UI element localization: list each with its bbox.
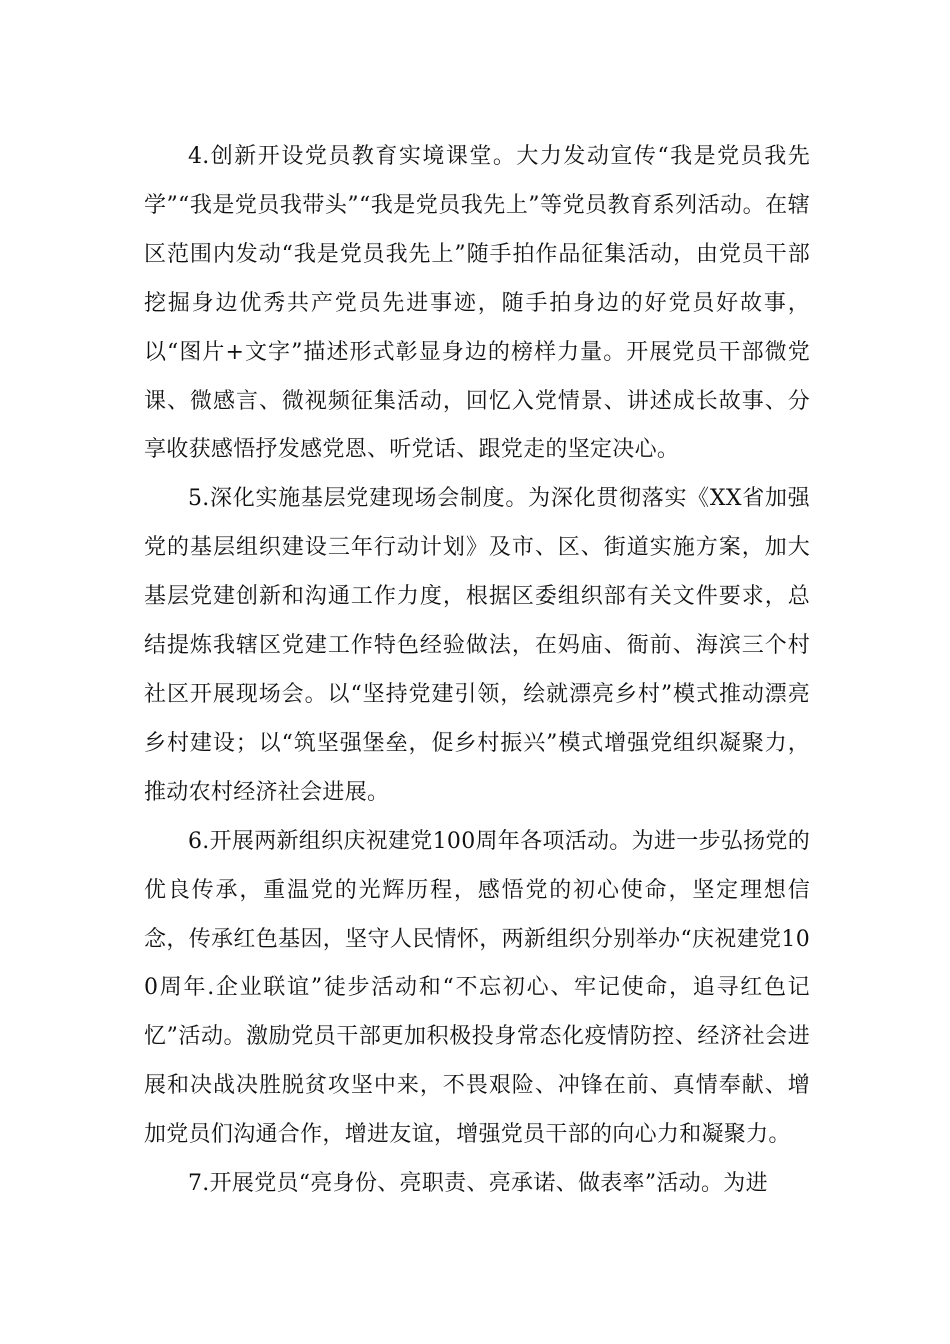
paragraph-5: 5.深化实施基层党建现场会制度。为深化贯彻落实《XX省加强党的基层组织建设三年行动计划》及市、区、街道实施方案，加大基层党建创新和沟通工作力度，根据区委组织部有关文件要求，总结提炼我辖区党建工作特色经验做法，在妈庙、衙前、海滨三个村社区开展现场会。以“坚持党建引领，绘就漂亮乡村”模式推动漂亮乡村建设；以“筑坚强堡垒，促乡村振兴”模式增强党组织凝聚力，推动农村经济社会进展。: [144, 486, 810, 805]
paragraph-6: 6.开展两新组织庆祝建党100周年各项活动。为进一步弘扬党的优良传承，重温党的光辉历程，感悟党的初心使命，坚定理想信念，传承红色基因，坚守人民情怀，两新组织分别举办“庆祝建党100周年.企业联谊”徒步活动和“不忘初心、牢记使命，追寻红色记忆”活动。激励党员干部更加积极投身常态化疫情防控、经济社会进展和决战决胜脱贫攻坚中来，不畏艰险、冲锋在前、真情奉献、增加党员们沟通合作，增进友谊，增强党员干部的向心力和凝聚力。: [144, 828, 810, 1148]
paragraph-7: 7.开展党员“亮身份、亮职责、亮承诺、做表率”活动。为进: [188, 1171, 768, 1197]
document-body: [144, 133, 810, 1209]
paragraph-4: 4.创新开设党员教育实境课堂。大力发动宣传“我是党员我先学”“我是党员我带头”“我是党员我先上”等党员教育系列活动。在辖区范围内发动“我是党员我先上”随手拍作品征集活动，由党员干部挖掘身边优秀共产党员先进事迹，随手拍身边的好党员好故事，以“图片+文字”描述形式彰显身边的榜样力量。开展党员干部微党课、微感言、微视频征集活动，回忆入党情景、讲述成长故事、分享收获感悟抒发感党恩、听党话、跟党走的坚定决心。: [144, 144, 810, 463]
